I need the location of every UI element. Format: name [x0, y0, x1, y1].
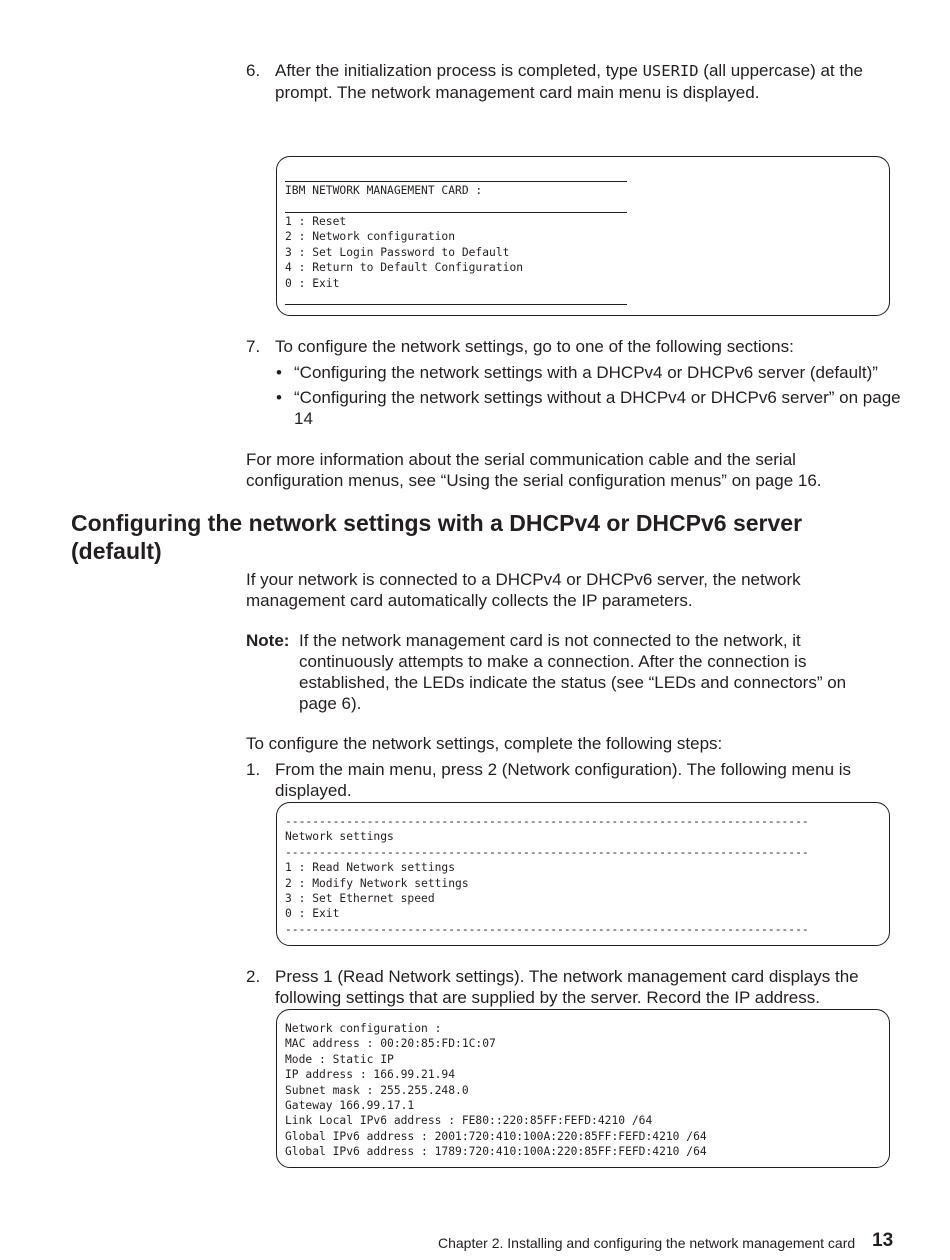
steps-intro: To configure the network settings, complete the following steps: — [246, 734, 723, 753]
main-menu-title: IBM NETWORK MANAGEMENT CARD : — [285, 184, 483, 197]
main-menu-screen — [276, 156, 890, 316]
intro-paragraph: If your network is connected to a DHCPv4 or DHCPv6 server, the network management card automatically collects the IP parameters. — [246, 570, 801, 610]
network-menu-title: Network settings — [285, 830, 394, 844]
note-text: If the network management card is not connected to the network, it continuously attempts to make a connection. After the connection is established, the LEDs indicate the status (see “LEDs and connectors” on page 6). — [299, 631, 847, 713]
bullet-mark: • — [276, 363, 282, 382]
step-7-text: To configure the network settings, go to one of the following sections: — [275, 337, 794, 356]
main-menu-item-exit: 0 : Exit — [285, 276, 340, 290]
network-menu-item-read: 1 : Read Network settings — [285, 861, 456, 875]
link-dhcp-section[interactable]: “Configuring the network settings with a DHCPv4 or DHCPv6 server (default)” — [294, 363, 878, 382]
config-line-gateway: Gateway 166.99.17.1 — [285, 1099, 415, 1112]
step-2-text: Press 1 (Read Network settings). The network management card displays the following settings that are supplied by the server. Record the IP address. — [275, 967, 859, 1007]
step-7-number: 7. — [246, 337, 261, 356]
step-6-text-before: After the initialization process is completed, type — [275, 61, 643, 80]
config-line-global-1: Global IPv6 address : 2001:720:410:100A:220:85FF:FEFD:4210 /64 — [285, 1129, 707, 1143]
step-6-text-after: (all uppercase) at the prompt. The network management card main menu is displayed. — [275, 61, 863, 102]
step-6-number: 6. — [246, 61, 261, 80]
config-line-subnet: Subnet mask : 255.255.248.0 — [285, 1083, 469, 1097]
note-label: Note: — [246, 631, 290, 650]
footer-chapter: Chapter 2. Installing and configuring the network management card — [438, 1235, 856, 1251]
config-line-header: Network configuration : — [285, 1022, 442, 1035]
main-menu-item-network: 2 : Network configuration — [285, 230, 456, 244]
config-line-mode: Mode : Static IP — [285, 1052, 394, 1066]
bullet-mark: • — [276, 388, 282, 407]
step-1-text: From the main menu, press 2 (Network configuration). The following menu is displayed. — [275, 760, 852, 800]
network-menu-item-speed: 3 : Set Ethernet speed — [285, 892, 435, 905]
userid-code: USERID — [642, 62, 699, 80]
main-menu-item-password: 3 : Set Login Password to Default — [285, 245, 510, 259]
config-line-global-2: Global IPv6 address : 1789:720:410:100A:220:85FF:FEFD:4210 /64 — [285, 1145, 707, 1159]
section-heading: Configuring the network settings with a DHCPv4 or DHCPv6 server (default) — [71, 510, 803, 564]
link-no-dhcp-section[interactable]: “Configuring the network settings without a DHCPv4 or DHCPv6 server” on page 14 — [294, 388, 901, 428]
main-menu-item-default: 4 : Return to Default Configuration — [285, 261, 524, 275]
step-2-number: 2. — [246, 967, 261, 986]
network-menu-separator: ----------------------------------------------------------------------------- — [285, 922, 809, 936]
page-number: 13 — [872, 1230, 894, 1251]
config-line-mac: MAC address : 00:20:85:FD:1C:07 — [285, 1037, 496, 1051]
step-6-text — [275, 60, 905, 103]
main-menu-title-rule — [285, 212, 627, 213]
main-menu-top-rule — [285, 181, 627, 182]
main-menu-bottom-rule — [285, 304, 627, 305]
config-line-ip: IP address : 166.99.21.94 — [285, 1068, 456, 1082]
main-menu-item-reset: 1 : Reset — [285, 215, 347, 228]
network-menu-separator: ----------------------------------------------------------------------------- — [285, 815, 809, 828]
network-menu-item-exit: 0 : Exit — [285, 907, 340, 921]
network-config-screen — [276, 1009, 890, 1168]
network-menu-item-modify: 2 : Modify Network settings — [285, 876, 469, 890]
step-1-number: 1. — [246, 760, 261, 779]
network-menu-screen — [276, 802, 890, 946]
config-line-link-local: Link Local IPv6 address : FE80::220:85FF:FEFD:4210 /64 — [285, 1114, 653, 1128]
more-info-paragraph: For more information about the serial communication cable and the serial configuration menus, see “Using the serial configuration menus” on page 16. — [246, 450, 822, 490]
network-menu-separator: ----------------------------------------------------------------------------- — [285, 845, 809, 859]
